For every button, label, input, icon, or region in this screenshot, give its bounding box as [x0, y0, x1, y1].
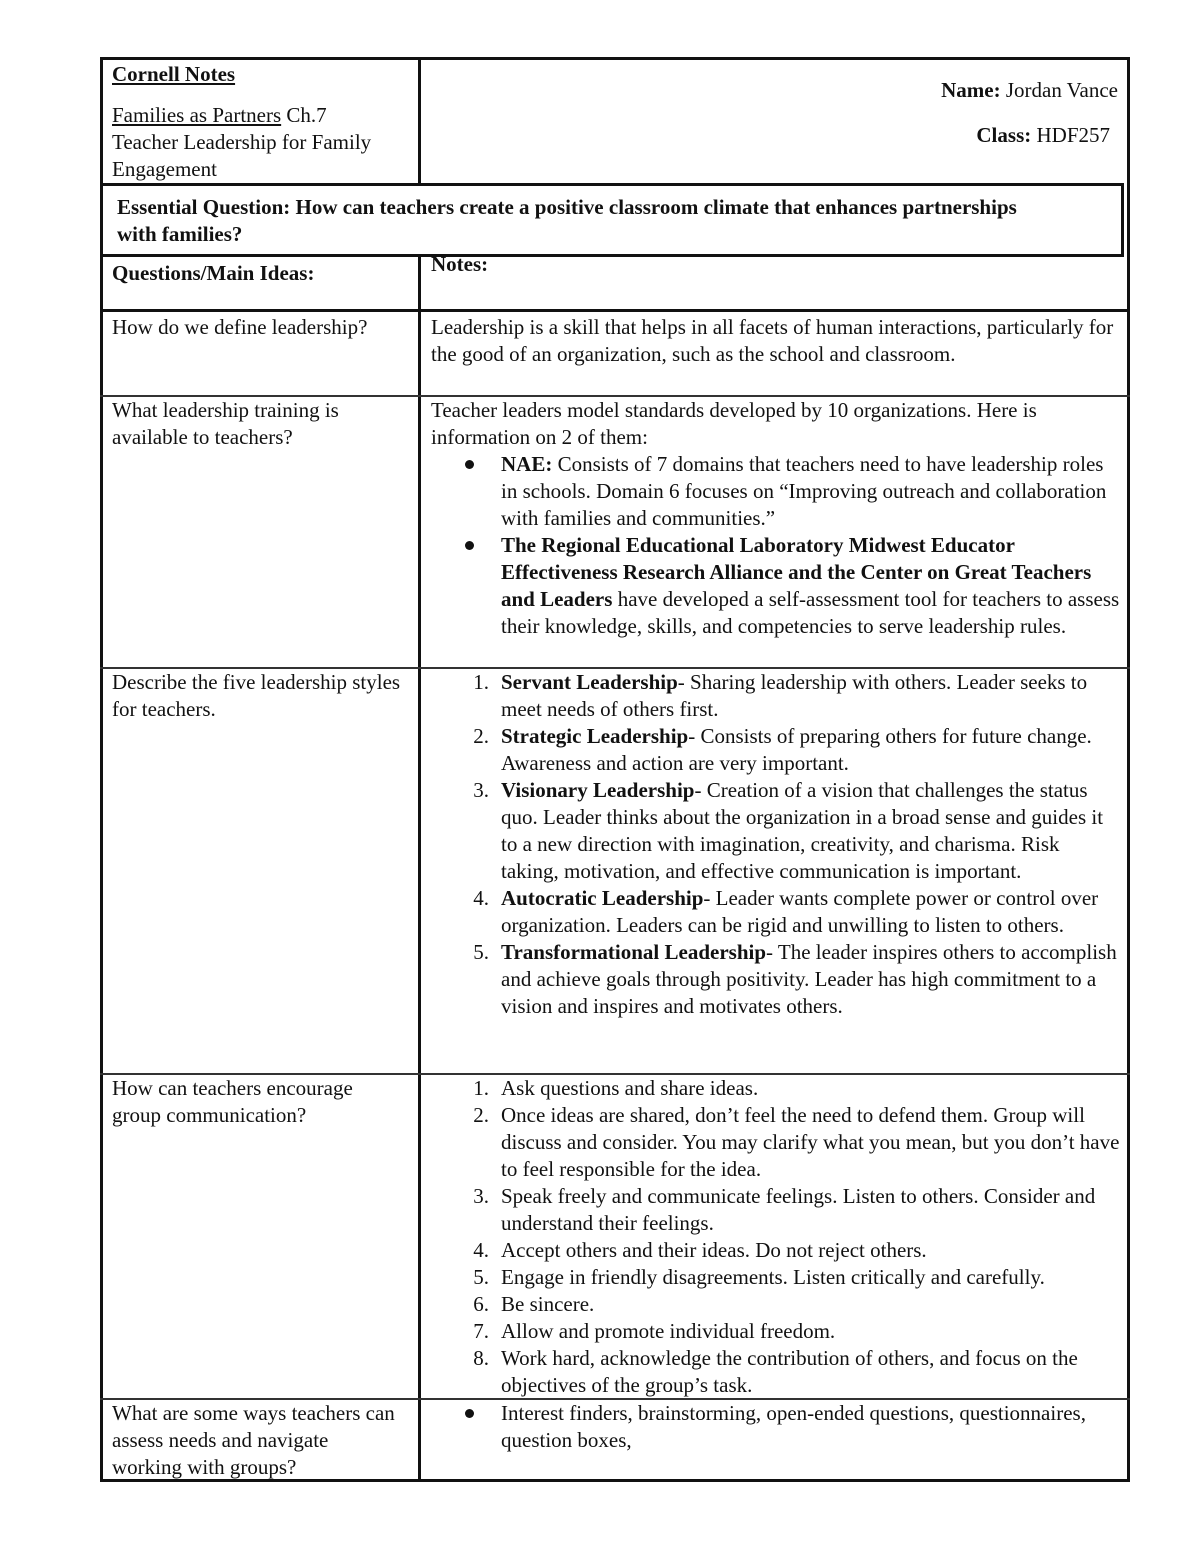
name-value: Jordan Vance: [1000, 78, 1118, 102]
list-item: NAE: Consists of 7 domains that teachers need to have leadership roles in schools. Domain 6 focuses on “Improving outreach and collaboration with families and communities.”: [501, 452, 1107, 530]
list-item: 5. Transformational Leadership- The leader inspires others to accomplish and achieve goals through positivity. Leader has high commitment to a vision and inspires and motivates others.: [473, 940, 1117, 1018]
leadership-styles-list: [431, 669, 1121, 1020]
class-label: Class:: [976, 123, 1032, 147]
chapter-subtitle: Teacher Leadership for Family Engagement: [112, 130, 372, 181]
list-item: 2. Strategic Leadership- Consists of preparing others for future change. Awareness and action are very important.: [473, 724, 1092, 775]
list-item: 4. Autocratic Leadership- Leader wants complete power or control over organization. Leaders can be rigid and unwilling to listen to others.: [473, 886, 1099, 937]
list-item: The Regional Educational Laboratory Midwest Educator Effectiveness Research Alliance and the Center on Great Teachers and Leaders have developed a self-assessment tool for teachers to assess their knowledge, skills, and competencies to serve leadership rules.: [501, 533, 1120, 638]
column-header-questions: Questions/Main Ideas:: [112, 261, 315, 285]
class-value: HDF257: [1031, 123, 1110, 147]
header-left-cell: [112, 61, 412, 183]
row5-notes: [431, 1400, 1121, 1454]
column-divider: [418, 57, 421, 1482]
book-title: Families as Partners: [112, 103, 282, 127]
chapter-label: Ch.7: [281, 103, 327, 127]
column-header-notes: Notes:: [431, 252, 489, 276]
header-separator: [100, 309, 1130, 312]
list-item: 1. Servant Leadership- Sharing leadership with others. Leader seeks to meet needs of others first.: [473, 670, 1088, 721]
row5-question: What are some ways teachers can assess needs and navigate working with groups?: [112, 1401, 395, 1479]
essential-question-box: [100, 183, 1124, 257]
row2-notes: [431, 397, 1121, 640]
row4-notes: [431, 1075, 1121, 1399]
row2-intro: Teacher leaders model standards developed by 10 organizations. Here is information on 2 of them:: [431, 398, 1037, 449]
essential-question: Essential Question: How can teachers create a positive classroom climate that enhances partnerships with families?: [117, 195, 1017, 246]
list-item: 8. Work hard, acknowledge the contribution of others, and focus on the objectives of the group’s task.: [473, 1346, 1078, 1397]
row1-question: How do we define leadership?: [112, 315, 368, 339]
row3-question: Describe the five leadership styles for teachers.: [112, 670, 401, 721]
header-right-cell: [430, 77, 1118, 149]
group-communication-list: [431, 1075, 1121, 1399]
row1-note: Leadership is a skill that helps in all facets of human interactions, particularly for the good of an organization, such as the school and classroom.: [431, 315, 1114, 366]
row2-bullet-list: [431, 451, 1121, 640]
list-item: 2. Once ideas are shared, don’t feel the need to defend them. Group will discuss and consider. You may clarify what you mean, but you don’t have to feel responsible for the idea.: [473, 1103, 1120, 1181]
row2-question: What leadership training is available to teachers?: [112, 398, 339, 449]
notes-title: Cornell Notes: [112, 62, 236, 86]
list-item: 7. Allow and promote individual freedom.: [473, 1319, 836, 1343]
list-item: Interest finders, brainstorming, open-ended questions, questionnaires, question boxes,: [501, 1401, 1086, 1452]
list-item: 3. Speak freely and communicate feelings. Listen to others. Consider and understand their feelings.: [473, 1184, 1096, 1235]
name-label: Name:: [941, 78, 1001, 102]
list-item: 1. Ask questions and share ideas.: [473, 1076, 759, 1100]
row3-notes: [431, 669, 1121, 1020]
list-item: 4. Accept others and their ideas. Do not reject others.: [473, 1238, 927, 1262]
list-item: 6. Be sincere.: [473, 1292, 595, 1316]
row5-bullet-list: [431, 1400, 1121, 1454]
list-item: 3. Visionary Leadership- Creation of a vision that challenges the status quo. Leader thinks about the organization in a broad sense and guides it to a new direction with imagination, creativity, and charisma. Risk taking, motivation, and effective communication is important.: [473, 778, 1104, 883]
row4-question: How can teachers encourage group communication?: [112, 1076, 353, 1127]
list-item: 5. Engage in friendly disagreements. Listen critically and carefully.: [473, 1265, 1045, 1289]
